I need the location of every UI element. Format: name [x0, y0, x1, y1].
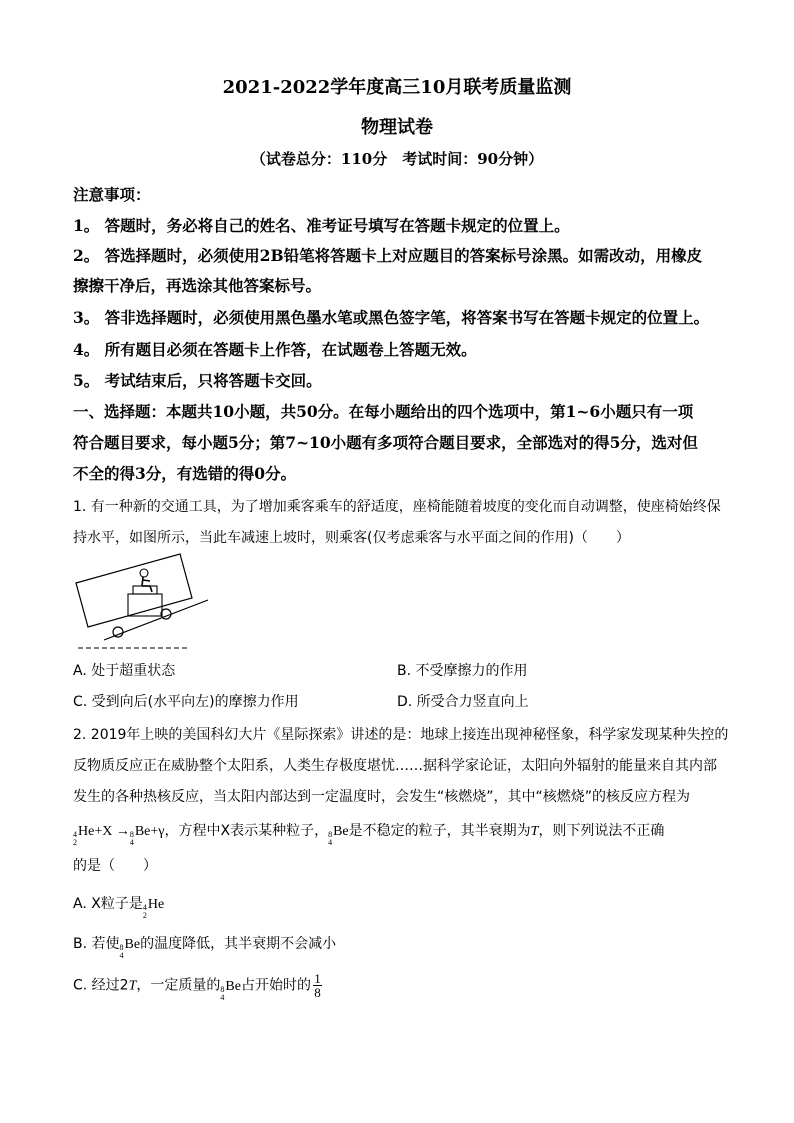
section1-line-1: 一、选择题：本题共10小题，共50分。在每小题给出的四个选项中，第1~6小题只有一项	[73, 402, 694, 421]
section1-line-3: 不全的得3分，有选错的得0分。	[73, 464, 297, 483]
q2-option-b: B. 若使 8 4 Be的温度降低，其半衰期不会减小	[73, 936, 337, 960]
beryllium-nuclide-2: 8 4 Be	[328, 824, 349, 847]
beryllium-nuclide: 8 4 Be+γ	[129, 824, 165, 847]
note-line-5: 5。 考试结束后，只将答题卡交回。	[73, 371, 322, 390]
section1-line-2: 符合题目要求，每小题5分；第7~10小题有多项符合题目要求，全部选对的得5分，选对但	[73, 433, 698, 452]
note-line-2-cont: 擦擦干净后，再选涂其他答案标号。	[73, 276, 322, 295]
q1-figure-vehicle-on-slope	[70, 548, 220, 654]
exam-info: （试卷总分：110分 考试时间：90分钟）	[250, 150, 544, 168]
q1-stem-line-2: 持水平，如图所示，当此车减速上坡时，则乘客(仅考虑乘客与水平面之间的作用)（ ）	[73, 530, 630, 546]
q2-option-a: A. X粒子是 4 2 He	[73, 896, 165, 920]
reaction-arrow-icon: →	[112, 824, 130, 839]
q1-option-d: D. 所受合力竖直向上	[397, 694, 529, 710]
helium-nuclide: 4 2 He	[73, 824, 95, 847]
q1-option-c: C. 受到向后(水平向左)的摩擦力作用	[73, 694, 299, 710]
fraction-one-eighth: $\frac{1}{8}$	[314, 971, 321, 1000]
q2-stem-line-2: 反物质反应正在威胁整个太阳系，人类生存极度堪忧……据科学家论证，太阳向外辐射的能量来自其内部	[73, 758, 717, 774]
half-life-symbol: T	[530, 824, 539, 839]
q2-stem-line-1: 2. 2019年上映的美国科幻大片《星际探索》讲述的是：地球上接连出现神秘怪象，科学家发现某种失控的	[73, 727, 729, 743]
exam-subject: 物理试卷	[361, 117, 433, 138]
notes-heading: 注意事项：	[73, 185, 151, 204]
q2-eq-text-2: 是不稳定的粒子，其半衰期为	[348, 823, 531, 839]
note-line-2: 2。 答选择题时，必须使用2B铅笔将答题卡上对应题目的答案标号涂黑。如需改动，用橡皮	[73, 246, 703, 265]
q2-equation-line	[73, 820, 733, 847]
note-line-4: 4。 所有题目必须在答题卡上作答，在试题卷上答题无效。	[73, 340, 477, 359]
q2-stem-line-3: 发生的各种热核反应，当太阳内部达到一定温度时，会发生“核燃烧”，其中“核燃烧”的核反应方程为	[73, 789, 691, 805]
q2-option-c: C. 经过2T，一定质量的 8 4 Be占开始时的 $\frac{1}{8}$	[73, 971, 321, 1002]
q1-stem-line-1: 1. 有一种新的交通工具，为了增加乘客乘车的舒适度，座椅能随着坡度的变化而自动调整，使座椅始终保	[73, 499, 721, 515]
q1-option-a: A. 处于超重状态	[73, 663, 176, 679]
note-line-3: 3。 答非选择题时，必须使用黑色墨水笔或黑色签字笔，将答案书写在答题卡规定的位置上。	[73, 308, 710, 327]
q2-eq-text-1: ，方程中X表示某种粒子，	[164, 823, 329, 839]
q2-eq-text-3: ，则下列说法不正确	[538, 823, 665, 839]
q1-option-b: B. 不受摩擦力的作用	[397, 663, 528, 679]
q2-stem-line-5: 的是（ ）	[73, 858, 157, 874]
plus-x: +X	[94, 824, 113, 839]
exam-title: 2021-2022学年度高三10月联考质量监测	[222, 77, 572, 98]
note-line-1: 1。 答题时，务必将自己的姓名、准考证号填写在答题卡规定的位置上。	[73, 216, 570, 235]
